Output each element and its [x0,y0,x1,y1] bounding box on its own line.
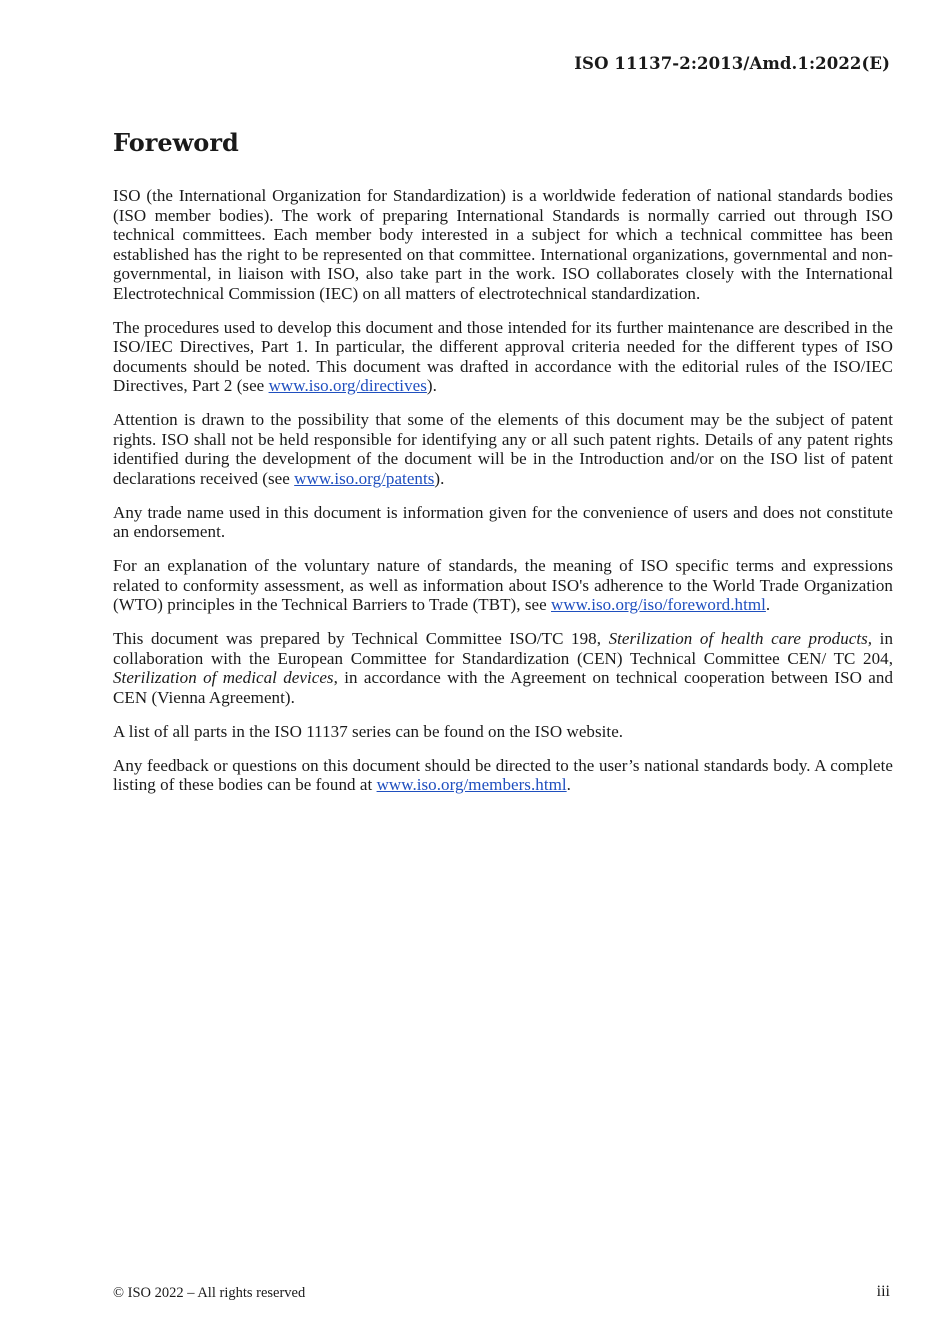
paragraph-text: in collaboration with the European Committee for Standardization (CEN) Technical Committee CEN/ TC 204, [113,629,894,668]
paragraph-voluntary-nature [113,556,893,615]
paragraph-trade-name: Any trade name used in this document is information given for the convenience of users and does not constitute an endorsement. [113,502,893,541]
paragraph-text: Attention is drawn to the possibility that some of the elements of this document may be the subject of patent rights. ISO shall not be held responsible for identifying any or all such patent rights. Details of any patent rights identified during the development of the document will be in the Introduction and/or on the ISO list of patent declarations received (see [113,410,893,488]
committee-title: Sterilization of health care products, [608,629,873,648]
paragraph-text: . [566,775,571,794]
link-foreword[interactable]: www.iso.org/iso/foreword.html [551,595,766,614]
paragraph-text: For an explanation of the voluntary nature of standards, the meaning of ISO specific terms and expressions related to conformity assessment, as well as information about ISO's adherence to the World Trade Organization (WTO) principles in the Technical Barriers to Trade (TBT), see [113,556,893,614]
paragraph-feedback [113,756,893,795]
page-title: Foreword [113,128,239,157]
cen-committee-title: Sterilization of medical devices [113,668,334,687]
page-number: iii [876,1283,890,1300]
paragraph-text: , in accordance with the Agreement on technical cooperation between ISO and CEN (Vienna Agreement). [113,668,893,707]
paragraph-committee [113,629,893,707]
paragraph-text: This document was prepared by Technical Committee ISO/TC 198, [113,629,609,648]
link-directives[interactable]: www.iso.org/directives [268,376,427,395]
paragraph-text: Any feedback or questions on this document should be directed to the user’s national standards body. A complete listing of these bodies can be found at [113,755,893,794]
document-id: ISO 11137-2:2013/Amd.1:2022(E) [574,54,890,73]
paragraph-text: ). [426,376,437,395]
copyright-notice: © ISO 2022 – All rights reserved [113,1285,306,1301]
paragraph-procedures [113,318,893,396]
paragraph-series-list: A list of all parts in the ISO 11137 series can be found on the ISO website. [113,721,624,741]
foreword-body [113,186,893,809]
paragraph-text: The procedures used to develop this document and those intended for its further maintenance are described in the ISO/IEC Directives, Part 1. In particular, the different approval criteria needed for the different types of ISO documents should be noted. This document was drafted in accordance with the editorial rules of the ISO/IEC Directives, Part 2 (see [113,317,893,395]
paragraph-iso-intro: ISO (the International Organization for Standardization) is a worldwide federation of national standards bodies (ISO member bodies). The work of preparing International Standards is normally carried out through ISO technical committees. Each member body interested in a subject for which a technical committee has been established has the right to be represented on that committee. International organizations, governmental and non-governmental, in liaison with ISO, also take part in the work. ISO collaborates closely with the International Electrotechnical Commission (IEC) on all matters of electrotechnical standardization. [113,186,893,303]
paragraph-text: . [765,595,771,614]
paragraph-patents [113,410,893,488]
paragraph-text: ). [434,468,445,488]
link-patents[interactable]: www.iso.org/patents [294,468,435,488]
link-members[interactable]: www.iso.org/members.html [376,775,567,794]
